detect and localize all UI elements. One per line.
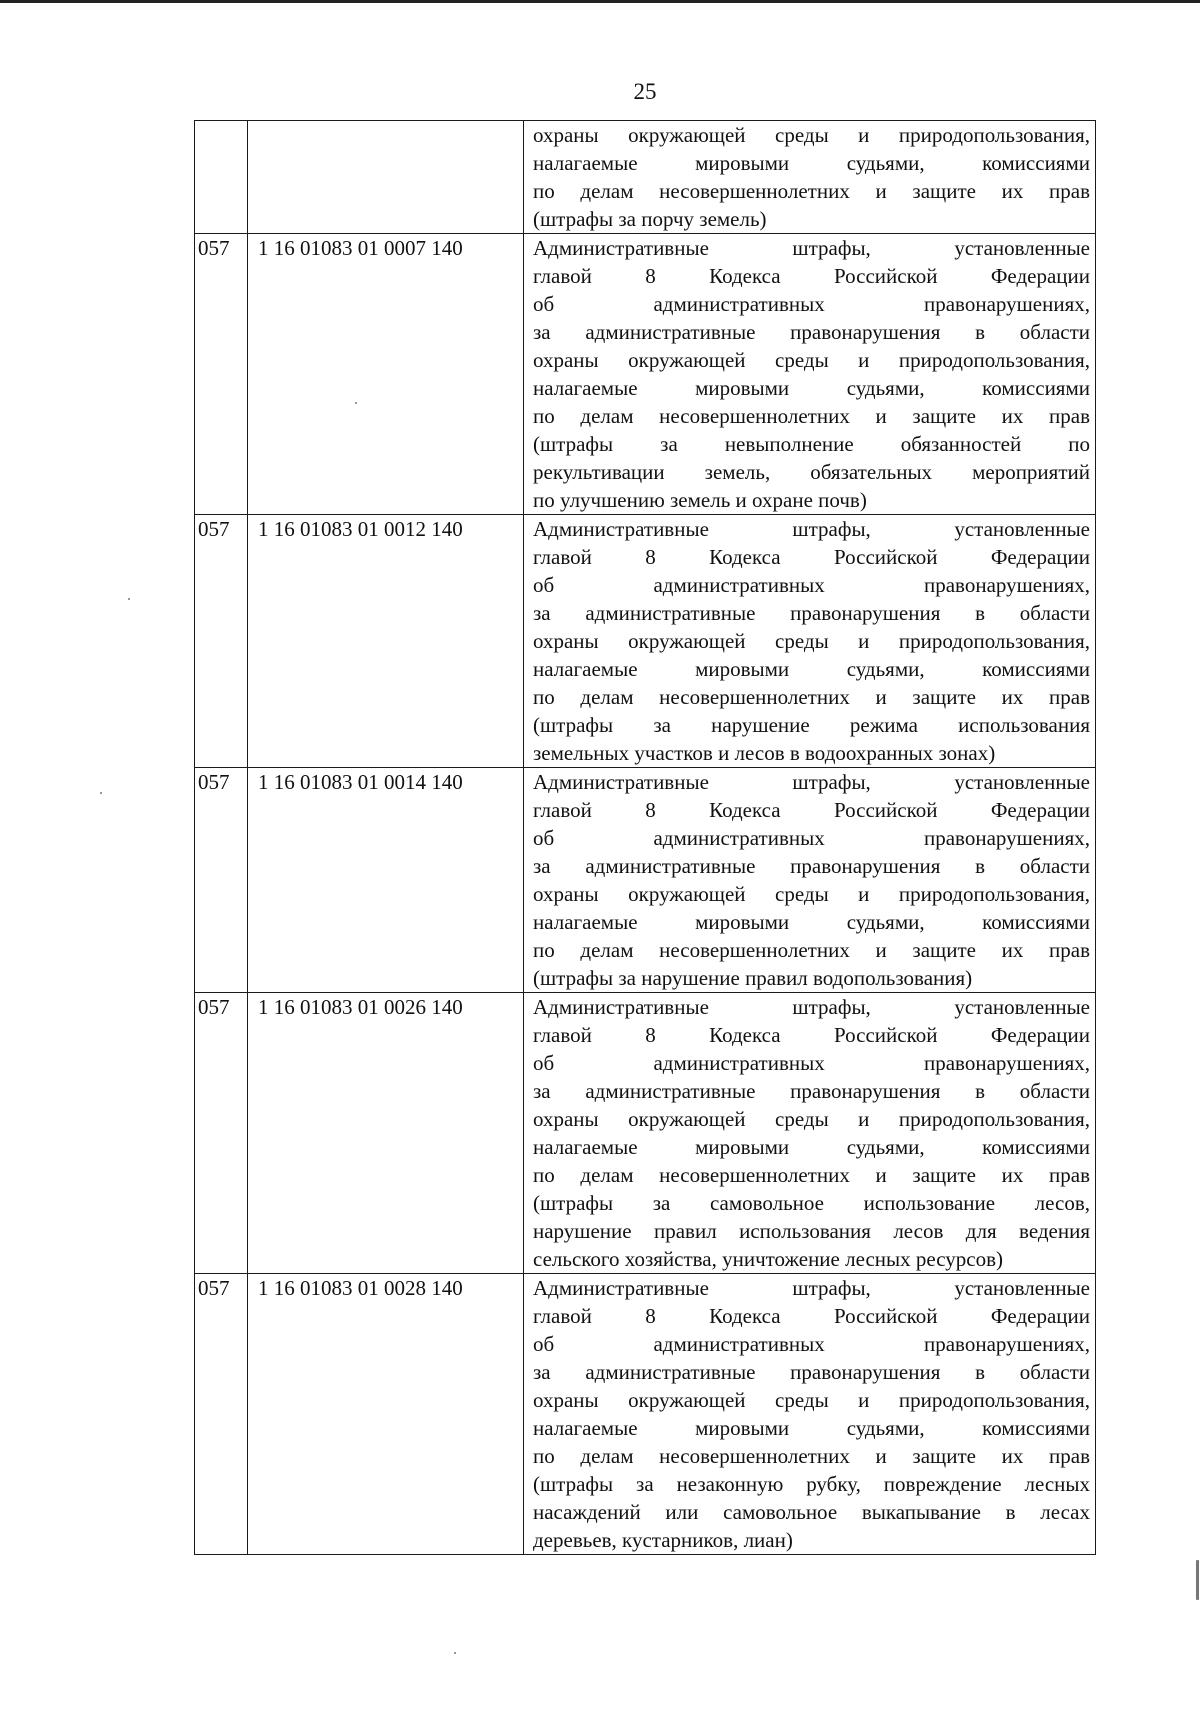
description-line: охраны окружающей среды и природопользования,: [533, 348, 1090, 372]
budget-classification-code-cell: 1 16 01083 01 0012 140: [248, 515, 524, 768]
admin-code-cell: 057: [195, 1274, 248, 1555]
description-line: Административные штрафы, установленные: [533, 517, 1090, 541]
description-line: (штрафы за нарушение режима использования: [533, 713, 1090, 737]
table-row: [195, 234, 1096, 515]
description-line: (штрафы за нарушение правил водопользования): [533, 966, 973, 990]
description-line: за административные правонарушения в области: [533, 854, 1090, 878]
scan-speck: [454, 1652, 456, 1654]
description-line: главой 8 Кодекса Российской Федерации: [533, 798, 1090, 822]
description-line: охраны окружающей среды и природопользования,: [533, 882, 1090, 906]
budget-classification-code-cell: 1 16 01083 01 0014 140: [248, 768, 524, 993]
description-line: земельных участков и лесов в водоохранных зонах): [533, 741, 996, 765]
table-row: [195, 993, 1096, 1274]
description-line: налагаемые мировыми судьями, комиссиями: [533, 1135, 1090, 1159]
description-line: главой 8 Кодекса Российской Федерации: [533, 1304, 1090, 1328]
budget-classification-code-cell: 1 16 01083 01 0028 140: [248, 1274, 524, 1555]
description-line: налагаемые мировыми судьями, комиссиями: [533, 376, 1090, 400]
description-line: об административных правонарушениях,: [533, 292, 1090, 316]
table-row: [195, 121, 1096, 234]
description-line: (штрафы за порчу земель): [533, 207, 767, 231]
description-line: за административные правонарушения в области: [533, 1079, 1090, 1103]
description-line: по делам несовершеннолетних и защите их прав: [533, 1163, 1090, 1187]
description-line: об административных правонарушениях,: [533, 826, 1090, 850]
description-line: (штрафы за самовольное использование лесов,: [533, 1191, 1090, 1215]
description-line: сельского хозяйства, уничтожение лесных ресурсов): [533, 1247, 1003, 1271]
description-line: охраны окружающей среды и природопользования,: [533, 629, 1090, 653]
description-line: охраны окружающей среды и природопользования,: [533, 1107, 1090, 1131]
description-line: за административные правонарушения в области: [533, 1360, 1090, 1384]
description-cell: [524, 768, 1096, 993]
description-line: деревьев, кустарников, лиан): [533, 1528, 793, 1552]
description-line: главой 8 Кодекса Российской Федерации: [533, 545, 1090, 569]
scan-speck: [100, 792, 102, 794]
description-cell: [524, 121, 1096, 234]
description-line: об административных правонарушениях,: [533, 1051, 1090, 1075]
description-line: по делам несовершеннолетних и защите их прав: [533, 1444, 1090, 1468]
budget-codes-table: [194, 120, 1096, 1555]
description-line: по делам несовершеннолетних и защите их прав: [533, 404, 1090, 428]
description-line: налагаемые мировыми судьями, комиссиями: [533, 1416, 1090, 1440]
table-row: [195, 768, 1096, 993]
description-cell: [524, 993, 1096, 1274]
description-line: (штрафы за незаконную рубку, повреждение лесных: [533, 1472, 1090, 1496]
admin-code-cell: 057: [195, 768, 248, 993]
description-cell: [524, 515, 1096, 768]
description-line: рекультивации земель, обязательных мероприятий: [533, 460, 1090, 484]
description-line: по улучшению земель и охране почв): [533, 488, 867, 512]
description-line: по делам несовершеннолетних и защите их прав: [533, 179, 1090, 203]
description-line: Административные штрафы, установленные: [533, 236, 1090, 260]
description-line: по делам несовершеннолетних и защите их прав: [533, 685, 1090, 709]
budget-classification-code-cell: 1 16 01083 01 0026 140: [248, 993, 524, 1274]
table-row: [195, 515, 1096, 768]
admin-code-cell: 057: [195, 993, 248, 1274]
description-line: налагаемые мировыми судьями, комиссиями: [533, 910, 1090, 934]
description-line: нарушение правил использования лесов для ведения: [533, 1219, 1090, 1243]
page-number: 25: [633, 79, 657, 104]
description-line: об административных правонарушениях,: [533, 573, 1090, 597]
description-line: охраны окружающей среды и природопользования,: [533, 1388, 1090, 1412]
description-cell: [524, 234, 1096, 515]
description-line: главой 8 Кодекса Российской Федерации: [533, 264, 1090, 288]
scan-speck: [1196, 1560, 1199, 1600]
description-line: Административные штрафы, установленные: [533, 1276, 1090, 1300]
page-top-rule: [0, 0, 1200, 3]
description-line: за административные правонарушения в области: [533, 320, 1090, 344]
admin-code-cell: [195, 121, 248, 234]
admin-code-cell: 057: [195, 515, 248, 768]
description-line: Административные штрафы, установленные: [533, 770, 1090, 794]
description-line: об административных правонарушениях,: [533, 1332, 1090, 1356]
description-line: по делам несовершеннолетних и защите их прав: [533, 938, 1090, 962]
description-cell: [524, 1274, 1096, 1555]
description-line: за административные правонарушения в области: [533, 601, 1090, 625]
description-line: охраны окружающей среды и природопользования,: [533, 123, 1090, 147]
description-line: главой 8 Кодекса Российской Федерации: [533, 1023, 1090, 1047]
admin-code-cell: 057: [195, 234, 248, 515]
scan-speck: [128, 598, 130, 600]
budget-classification-code-cell: 1 16 01083 01 0007 140: [248, 234, 524, 515]
table-row: [195, 1274, 1096, 1555]
budget-classification-code-cell: [248, 121, 524, 234]
table-body: [195, 121, 1096, 1555]
description-line: налагаемые мировыми судьями, комиссиями: [533, 657, 1090, 681]
description-line: налагаемые мировыми судьями, комиссиями: [533, 151, 1090, 175]
description-line: насаждений или самовольное выкапывание в лесах: [533, 1500, 1090, 1524]
description-line: (штрафы за невыполнение обязанностей по: [533, 432, 1090, 456]
description-line: Административные штрафы, установленные: [533, 995, 1090, 1019]
scan-speck: [355, 402, 357, 404]
